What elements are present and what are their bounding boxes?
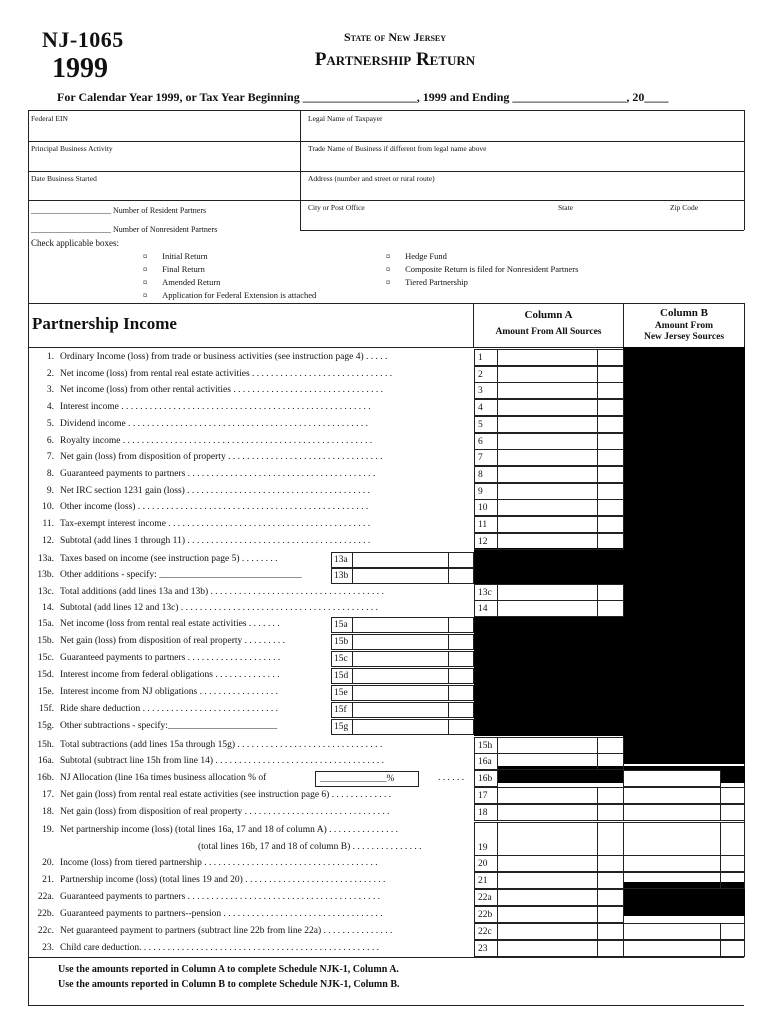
date-started-field[interactable]: Date Business Started xyxy=(31,174,97,183)
sub-amount[interactable] xyxy=(352,552,449,568)
shaded-13 xyxy=(474,548,624,584)
column-a-cents[interactable] xyxy=(597,466,624,483)
state-name: State of New Jersey xyxy=(343,30,447,44)
column-a-amount[interactable] xyxy=(497,516,598,533)
checkbox-final-return[interactable]: ¤ Final Return xyxy=(143,264,205,274)
sub-amount[interactable] xyxy=(352,568,449,584)
line-text: Interest income from NJ obligations . . . . . . . . . . . . . . . . . xyxy=(60,687,278,697)
column-b-cents[interactable] xyxy=(720,822,745,856)
sub-amount[interactable] xyxy=(352,668,449,684)
column-b-cents[interactable] xyxy=(720,787,745,804)
line-text: Other income (loss) . . . . . . . . . . . . . . . . . . . . . . . . . . . . . . . . . . . . . . . . . . . . . . . . . xyxy=(60,502,369,513)
checkbox-label: Application for Federal Extension is attached xyxy=(162,290,317,300)
line-text-2: (total lines 16b, 17 and 18 of column B) . . . . . . . . . . . . . . . xyxy=(198,842,422,852)
column-a-cents[interactable] xyxy=(597,753,624,770)
line-box-label: 6 xyxy=(474,433,498,450)
line-box-label: 16b xyxy=(474,770,498,787)
footer-line-1: Use the amounts reported in Column A to complete Schedule NJK-1, Column A. xyxy=(58,964,399,975)
column-a-amount[interactable] xyxy=(497,889,598,906)
line-text: Net guaranteed payment to partners (subtract line 22b from line 22a) . . . . . . . . . . . . . . . xyxy=(60,926,393,936)
column-b-shaded xyxy=(623,347,745,764)
column-a-amount[interactable] xyxy=(497,600,598,617)
sub-amount[interactable] xyxy=(352,685,449,701)
line-number: 22c. xyxy=(37,926,54,936)
line-text: Net gain (loss) from rental real estate activities (see instruction page 6) . . . . . . . . . . . . . xyxy=(60,790,392,800)
line-text: Net income (loss) from other rental activities . . . . . . . . . . . . . . . . . . . . . . . . . . . . . . . . xyxy=(60,385,383,396)
line-box-label: 15f xyxy=(331,702,353,718)
column-a-cents[interactable] xyxy=(597,872,624,889)
sub-amount[interactable] xyxy=(352,617,449,633)
column-b-cents[interactable] xyxy=(720,872,745,889)
line-text: Net partnership income (loss) (total lines 16a, 17 and 18 of column A) . . . . . . . . . . . . . . . xyxy=(60,825,398,835)
line-box-label: 15c xyxy=(331,651,353,667)
line-text: Guaranteed payments to partners . . . . . . . . . . . . . . . . . . . . . . . . . . . . . . . . . . . . . . . . . xyxy=(60,892,381,902)
column-a-cents[interactable] xyxy=(597,483,624,500)
line-box-label: 15a xyxy=(331,617,353,633)
sub-cents[interactable] xyxy=(448,719,474,735)
line-box-label: 11 xyxy=(474,516,498,533)
column-a-amount[interactable] xyxy=(497,822,598,856)
column-b-subtitle-2: New Jersey Sources xyxy=(643,332,725,342)
line-number: 15h. xyxy=(37,740,54,750)
line-box-label: 18 xyxy=(474,804,498,821)
column-a-amount[interactable] xyxy=(497,533,598,550)
checkbox-label: Hedge Fund xyxy=(405,251,447,261)
federal-ein-field[interactable]: Federal EIN xyxy=(31,114,68,123)
checkbox-federal-extension[interactable]: ¤ Application for Federal Extension is attached xyxy=(143,290,317,300)
column-a-amount[interactable] xyxy=(497,855,598,872)
column-a-amount[interactable] xyxy=(497,449,598,466)
column-b-amount[interactable] xyxy=(623,940,721,957)
line-box-label: 17 xyxy=(474,787,498,804)
line-number: 16b. xyxy=(37,773,54,783)
line-box-label: 22c xyxy=(474,923,498,940)
check-boxes-label: Check applicable boxes: xyxy=(31,238,119,248)
line-text: Interest income . . . . . . . . . . . . . . . . . . . . . . . . . . . . . . . . . . . . . . . . . . . . . . . . . . . . . xyxy=(60,402,371,413)
line-text: Guaranteed payments to partners--pension . . . . . . . . . . . . . . . . . . . . . . . . . . . . . . . . . . xyxy=(60,909,383,919)
line-text: Total subtractions (add lines 15a through 15g) . . . . . . . . . . . . . . . . . . . . . . . . . . . . . . . xyxy=(60,740,383,750)
column-a-cents[interactable] xyxy=(597,516,624,533)
line-text: Guaranteed payments to partners . . . . . . . . . . . . . . . . . . . . . . . . . . . . . . . . . . . . . . . . xyxy=(60,468,376,479)
line-number: 17. xyxy=(42,790,54,800)
line-number: 1. xyxy=(46,352,54,362)
line-number: 7. xyxy=(46,452,54,463)
column-a-cents[interactable] xyxy=(597,822,624,856)
checkbox-label: Tiered Partnership xyxy=(405,277,468,287)
line-box-label: 10 xyxy=(474,499,498,516)
column-a-amount[interactable] xyxy=(497,466,598,483)
line-box-label: 12 xyxy=(474,533,498,550)
column-a-amount[interactable] xyxy=(497,804,598,821)
line-box-label: 2 xyxy=(474,366,498,383)
line-number: 15e. xyxy=(37,687,54,697)
line-number: 15c. xyxy=(37,653,54,663)
column-b-subtitle-1: Amount From xyxy=(654,321,714,331)
column-a-amount[interactable] xyxy=(497,753,598,770)
sub-cents[interactable] xyxy=(448,668,474,684)
line-number: 18. xyxy=(42,807,54,817)
column-b-cents[interactable] xyxy=(720,804,745,821)
column-a-amount[interactable] xyxy=(497,940,598,957)
line-text: Other subtractions - specify:_______________________ xyxy=(60,721,278,731)
sub-cents[interactable] xyxy=(448,634,474,650)
line-box-label: 22b xyxy=(474,906,498,923)
checkbox-label: Amended Return xyxy=(162,277,221,287)
line-text: Tax-exempt interest income . . . . . . . . . . . . . . . . . . . . . . . . . . . . . . . . . . . . . . . . . . . xyxy=(60,519,371,529)
line-number: 15d. xyxy=(37,670,54,680)
line-box-label: 15d xyxy=(331,668,353,684)
line-box-label: 21 xyxy=(474,872,498,889)
line-dots: . . . . . . xyxy=(438,773,465,783)
line-box-label: 20 xyxy=(474,855,498,872)
line-box-label: 23 xyxy=(474,940,498,957)
line-text: Subtotal (add lines 12 and 13c) . . . . . . . . . . . . . . . . . . . . . . . . . . . . . . . . . . . . . . . . . . xyxy=(60,603,378,613)
line-box-label: 13c xyxy=(474,584,498,601)
sub-cents[interactable] xyxy=(448,685,474,701)
checkbox-label: Composite Return is filed for Nonresident Partners xyxy=(405,264,579,274)
column-a-cents[interactable] xyxy=(597,449,624,466)
sub-cents[interactable] xyxy=(448,651,474,667)
line-box-label: 19 xyxy=(474,822,498,856)
line-number: 13b. xyxy=(37,570,54,580)
column-a-amount[interactable] xyxy=(497,483,598,500)
column-a-amount[interactable] xyxy=(497,923,598,940)
line-text: Net gain (loss) from disposition of real property . . . . . . . . . xyxy=(60,636,286,646)
column-a-cents[interactable] xyxy=(597,855,624,872)
column-b-amount[interactable] xyxy=(623,804,721,821)
checkbox-tiered-partnership[interactable]: ¤ Tiered Partnership xyxy=(386,277,468,287)
column-a-cents[interactable] xyxy=(597,416,624,433)
column-a-cents[interactable] xyxy=(597,499,624,516)
line-text: Net gain (loss) from disposition of real property . . . . . . . . . . . . . . . . . . . . . . . . . . . . . . . xyxy=(60,807,390,817)
column-a-amount[interactable] xyxy=(497,584,598,601)
line-text: Subtotal (add lines 1 through 11) . . . . . . . . . . . . . . . . . . . . . . . . . . . . . . . . . . . . . . . xyxy=(60,535,371,546)
column-a-cents[interactable] xyxy=(597,906,624,923)
column-a-amount[interactable] xyxy=(497,737,598,754)
column-a-cents[interactable] xyxy=(597,737,624,754)
line-number: 3. xyxy=(46,385,54,396)
line-text: Taxes based on income (see instruction page 5) . . . . . . . . xyxy=(60,554,278,564)
line-number: 5. xyxy=(46,418,54,429)
column-a-amount[interactable] xyxy=(497,366,598,383)
sub-cents[interactable] xyxy=(448,568,474,584)
column-b-cents[interactable] xyxy=(720,940,745,957)
line-text: Guaranteed payments to partners . . . . . . . . . . . . . . . . . . . . xyxy=(60,653,281,663)
line-text: Subtotal (subtract line 15h from line 14) . . . . . . . . . . . . . . . . . . . . . . . . . . . . . . . . . . . . xyxy=(60,756,385,766)
line-number: 13c. xyxy=(37,587,54,597)
line-text: Total additions (add lines 13a and 13b) . . . . . . . . . . . . . . . . . . . . . . . . . . . . . . . . . . . . . xyxy=(60,587,384,597)
line-number: 4. xyxy=(46,402,54,413)
column-a-amount[interactable] xyxy=(497,399,598,416)
line-text: Net IRC section 1231 gain (loss) . . . . . . . . . . . . . . . . . . . . . . . . . . . . . . . . . . . . . . . xyxy=(60,485,371,496)
line-number: 13a. xyxy=(37,554,54,564)
line-box-label: 3 xyxy=(474,382,498,399)
line-box-label: 15b xyxy=(331,634,353,650)
sub-cents[interactable] xyxy=(448,617,474,633)
resident-partners-field[interactable]: ____________________ Number of Resident Partners xyxy=(31,206,207,215)
section-title: Partnership Income xyxy=(32,314,177,333)
column-a-amount[interactable] xyxy=(497,906,598,923)
state-field[interactable]: State xyxy=(558,203,573,212)
column-a-amount[interactable] xyxy=(497,382,598,399)
column-b-amount[interactable] xyxy=(623,787,721,804)
line-box-label: 9 xyxy=(474,483,498,500)
line-number: 15f. xyxy=(38,704,54,714)
line-text: Dividend income . . . . . . . . . . . . . . . . . . . . . . . . . . . . . . . . . . . . . . . . . . . . . . . . . . . xyxy=(60,418,368,429)
line-number: 15b. xyxy=(37,636,54,646)
checkbox-label: Final Return xyxy=(162,264,205,274)
line-text: Royalty income . . . . . . . . . . . . . . . . . . . . . . . . . . . . . . . . . . . . . . . . . . . . . . . . . . . . . xyxy=(60,435,373,446)
line-number: 12. xyxy=(42,535,54,546)
line-text: Ride share deduction . . . . . . . . . . . . . . . . . . . . . . . . . . . . . xyxy=(60,704,278,714)
column-a-cents[interactable] xyxy=(597,804,624,821)
line-text: NJ Allocation (line 16a times business allocation % of xyxy=(60,773,267,783)
line-number: 15g. xyxy=(37,721,54,731)
column-a-cents[interactable] xyxy=(597,940,624,957)
checkbox-initial-return[interactable]: ¤ Initial Return xyxy=(143,251,208,261)
line-text: Partnership income (loss) (total lines 19 and 20) . . . . . . . . . . . . . . . . . . . . . . . . . . . . . . xyxy=(60,875,386,885)
line-text: Net income (loss) from rental real estate activities . . . . . . . . . . . . . . . . . . . . . . . . . . . . . . xyxy=(60,368,393,379)
column-a-amount[interactable] xyxy=(497,872,598,889)
line-box-label: 13b xyxy=(331,568,353,584)
line-text: Net income (loss from rental real estate activities . . . . . . . xyxy=(60,619,280,629)
zip-field[interactable]: Zip Code xyxy=(670,203,699,212)
column-a-amount[interactable] xyxy=(497,499,598,516)
legal-name-field[interactable]: Legal Name of Taxpayer xyxy=(308,114,383,123)
line-box-label: 7 xyxy=(474,449,498,466)
line-text: Interest income from federal obligations . . . . . . . . . . . . . . xyxy=(60,670,280,680)
shaded-15 xyxy=(474,616,624,736)
footer-notes xyxy=(58,962,399,992)
line-number: 2. xyxy=(46,368,54,379)
line-box-label: 5 xyxy=(474,416,498,433)
column-a-amount[interactable] xyxy=(497,433,598,450)
trade-name-field[interactable]: Trade Name of Business if different from legal name above xyxy=(308,144,487,153)
column-b-amount[interactable] xyxy=(623,770,721,787)
column-a-cents[interactable] xyxy=(597,584,624,601)
line-box-label: 14 xyxy=(474,600,498,617)
line-box-label: 15h xyxy=(474,737,498,754)
line-text: Income (loss) from tiered partnership . . . . . . . . . . . . . . . . . . . . . . . . . . . . . . . . . . . . . xyxy=(60,858,378,868)
line-number: 23. xyxy=(42,943,54,953)
checkbox-hedge-fund[interactable]: ¤ Hedge Fund xyxy=(386,251,447,261)
column-a-cents[interactable] xyxy=(597,349,624,366)
column-a-cents[interactable] xyxy=(597,600,624,617)
form-number: NJ-1065 xyxy=(42,27,124,52)
column-a-amount[interactable] xyxy=(497,416,598,433)
line-box-label: 1 xyxy=(474,349,498,366)
line-box-label: 4 xyxy=(474,399,498,416)
line-number: 15a. xyxy=(37,619,54,629)
line-number: 11. xyxy=(42,519,54,529)
line-text: Other additions - specify: ______________________________ xyxy=(60,570,302,580)
column-a-amount[interactable] xyxy=(497,787,598,804)
line-box-label: 15g xyxy=(331,719,353,735)
line-number: 8. xyxy=(46,468,54,479)
footer-line-2: Use the amounts reported in Column B to complete Schedule NJK-1, Column B. xyxy=(58,979,400,990)
column-a-cents[interactable] xyxy=(597,533,624,550)
line-text: Child care deduction. . . . . . . . . . . . . . . . . . . . . . . . . . . . . . . . . . . . . . . . . . . . . . . . . . . xyxy=(60,943,380,953)
line-box-label: 22a xyxy=(474,889,498,906)
sub-cents[interactable] xyxy=(448,552,474,568)
column-b-cents[interactable] xyxy=(720,923,745,940)
line-text: Net gain (loss) from disposition of property . . . . . . . . . . . . . . . . . . . . . . . . . . . . . . . . . xyxy=(60,452,383,463)
line-box-label: 15e xyxy=(331,685,353,701)
sub-amount[interactable] xyxy=(352,651,449,667)
allocation-percent-field[interactable]: ______________% xyxy=(315,771,419,787)
line-number: 14. xyxy=(42,603,54,613)
column-a-cents[interactable] xyxy=(597,366,624,383)
checkbox-label: Initial Return xyxy=(162,251,208,261)
line-number: 22a. xyxy=(37,892,54,902)
sub-cents[interactable] xyxy=(448,702,474,718)
line-number: 6. xyxy=(46,435,54,446)
column-a-cents[interactable] xyxy=(597,889,624,906)
line-box-label: 16a xyxy=(474,753,498,770)
form-title: Partnership Return xyxy=(314,49,476,70)
column-b-amount[interactable] xyxy=(623,855,721,872)
column-b-amount[interactable] xyxy=(623,872,721,889)
column-a-cents[interactable] xyxy=(597,787,624,804)
checkbox-amended-return[interactable]: ¤ Amended Return xyxy=(143,277,221,287)
sub-amount[interactable] xyxy=(352,719,449,735)
line-number: 22b. xyxy=(37,909,54,919)
column-b-amount[interactable] xyxy=(623,822,721,856)
form-year: 1999 xyxy=(52,53,108,84)
column-b-cents[interactable] xyxy=(720,855,745,872)
line-number: 19. xyxy=(42,825,54,835)
line-number: 21. xyxy=(42,875,54,885)
line-box-label: 8 xyxy=(474,466,498,483)
nonresident-partners-field[interactable]: ____________________ Number of Nonresident Partners xyxy=(31,225,218,234)
column-a-cents[interactable] xyxy=(597,433,624,450)
calendar-year-line: For Calendar Year 1999, or Tax Year Beginning ___________________, 1999 and Ending ___________________, 20____ xyxy=(57,90,669,104)
column-b-amount[interactable] xyxy=(623,923,721,940)
address-field[interactable]: Address (number and street or rural route) xyxy=(308,174,435,183)
checkbox-composite-return[interactable]: ¤ Composite Return is filed for Nonresident Partners xyxy=(386,264,579,274)
line-number: 9. xyxy=(46,485,54,496)
line-text: Ordinary Income (loss) from trade or business activities (see instruction page 4) . . . . . xyxy=(60,352,388,362)
column-b-title: Column B xyxy=(660,307,708,319)
column-a-amount[interactable] xyxy=(497,349,598,366)
principal-activity-field[interactable]: Principal Business Activity xyxy=(31,144,113,153)
column-a-subtitle: Amount From All Sources xyxy=(495,327,602,337)
line-number: 20. xyxy=(42,858,54,868)
sub-amount[interactable] xyxy=(352,702,449,718)
column-a-cents[interactable] xyxy=(597,923,624,940)
column-a-title: Column A xyxy=(524,309,573,321)
line-number: 16a. xyxy=(37,756,54,766)
city-field[interactable]: City or Post Office xyxy=(308,203,365,212)
line-number: 10. xyxy=(42,502,54,513)
sub-amount[interactable] xyxy=(352,634,449,650)
column-a-cents[interactable] xyxy=(597,382,624,399)
column-a-cents[interactable] xyxy=(597,399,624,416)
line-box-label: 13a xyxy=(331,552,353,568)
